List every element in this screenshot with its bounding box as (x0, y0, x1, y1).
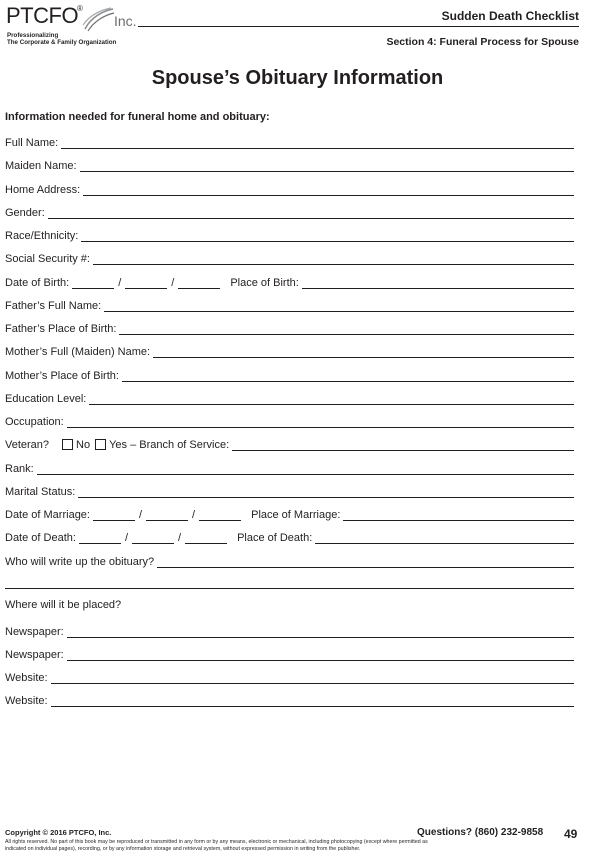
place-marriage-label: Place of Marriage: (251, 509, 341, 521)
ssn-field[interactable] (93, 251, 574, 265)
gender-field[interactable] (48, 205, 574, 219)
marriage-year-field[interactable] (199, 507, 241, 521)
maiden-name-label: Maiden Name: (5, 160, 77, 172)
obit-writer-field[interactable] (157, 554, 574, 568)
maiden-name-field[interactable] (80, 158, 574, 172)
father-name-label: Father’s Full Name: (5, 300, 102, 312)
marital-row (5, 482, 574, 498)
website-row-2 (5, 691, 574, 707)
full-name-label: Full Name: (5, 137, 59, 149)
full-name-row (5, 133, 574, 149)
marital-label: Marital Status: (5, 486, 76, 498)
veteran-no-checkbox[interactable] (62, 439, 73, 450)
death-slash: / (178, 532, 182, 544)
website-field-1[interactable] (51, 670, 574, 684)
veteran-no-label: No (76, 439, 91, 451)
place-of-birth-field[interactable] (302, 275, 574, 289)
ssn-label: Social Security #: (5, 253, 90, 265)
dob-slash: / (171, 277, 175, 289)
questions-phone: Questions? (860) 232-9858 (417, 827, 544, 838)
marital-field[interactable] (78, 484, 574, 498)
occupation-field[interactable] (67, 414, 574, 428)
gender-row (5, 203, 574, 219)
intro-heading: Information needed for funeral home and obituary: (5, 111, 270, 123)
mother-place-field[interactable] (122, 368, 574, 382)
newspaper-row-2 (5, 645, 574, 661)
education-label: Education Level: (5, 393, 87, 405)
rank-label: Rank: (5, 463, 34, 475)
newspaper-row-1 (5, 622, 574, 638)
rank-row (5, 459, 574, 475)
date-marriage-label: Date of Marriage: (5, 509, 90, 521)
newspaper-field-1[interactable] (67, 624, 574, 638)
father-place-label: Father’s Place of Birth: (5, 323, 117, 335)
logo-tagline-line-1: Professionalizing (7, 32, 59, 39)
section-title: Section 4: Funeral Process for Spouse (386, 36, 579, 48)
veteran-label: Veteran? (5, 439, 50, 451)
mother-name-row (5, 342, 574, 358)
veteran-yes-label: Yes – Branch of Service: (109, 439, 230, 451)
dob-year-field[interactable] (178, 275, 220, 289)
full-name-field[interactable] (61, 135, 574, 149)
father-place-field[interactable] (119, 321, 574, 335)
dob-day-field[interactable] (125, 275, 167, 289)
newspaper-field-2[interactable] (67, 647, 574, 661)
home-address-label: Home Address: (5, 184, 81, 196)
footer-legal-block (5, 828, 445, 853)
website-field-2[interactable] (51, 693, 574, 707)
copyright-text: Copyright © 2016 PTCFO, Inc. (5, 828, 112, 837)
logo-tagline-line-2: The Corporate & Family Organization (7, 39, 117, 46)
race-row (5, 226, 574, 242)
death-month-field[interactable] (79, 530, 121, 544)
website-row-1 (5, 668, 574, 684)
race-field[interactable] (81, 228, 574, 242)
death-year-field[interactable] (185, 530, 227, 544)
veteran-yes-checkbox[interactable] (95, 439, 106, 450)
placement-heading: Where will it be placed? (5, 599, 122, 611)
marriage-month-field[interactable] (93, 507, 135, 521)
newspaper-label: Newspaper: (5, 649, 64, 661)
home-address-row (5, 180, 574, 196)
mother-place-row (5, 366, 574, 382)
mother-name-field[interactable] (153, 344, 574, 358)
veteran-no-option[interactable] (62, 439, 90, 451)
logo-registered-mark: ® (77, 4, 83, 13)
place-death-field[interactable] (315, 530, 574, 544)
website-label: Website: (5, 672, 48, 684)
marriage-slash: / (192, 509, 196, 521)
education-row (5, 389, 574, 405)
place-of-birth-label: Place of Birth: (230, 277, 299, 289)
veteran-row (5, 435, 574, 451)
maiden-name-row (5, 156, 574, 172)
gender-label: Gender: (5, 207, 45, 219)
branch-of-service-field[interactable] (232, 437, 574, 451)
dob-month-field[interactable] (72, 275, 114, 289)
page-number: 49 (564, 827, 578, 841)
father-name-row (5, 296, 574, 312)
occupation-label: Occupation: (5, 416, 64, 428)
rank-field[interactable] (37, 461, 574, 475)
marriage-day-field[interactable] (146, 507, 188, 521)
dob-slash: / (118, 277, 122, 289)
death-day-field[interactable] (132, 530, 174, 544)
page-title: Spouse’s Obituary Information (151, 67, 444, 89)
place-death-label: Place of Death: (237, 532, 313, 544)
father-name-field[interactable] (104, 298, 574, 312)
obit-writer-continuation-line[interactable] (5, 588, 574, 589)
obit-writer-label: Who will write up the obituary? (5, 556, 155, 568)
obit-writer-row (5, 552, 574, 568)
ptcfo-logo (6, 4, 146, 48)
logo-swirl-icon (81, 7, 115, 33)
logo-wordmark: PTCFO (6, 3, 79, 28)
occupation-row (5, 412, 574, 428)
mother-place-label: Mother’s Place of Birth: (5, 370, 119, 382)
website-label: Website: (5, 695, 48, 707)
death-row (5, 528, 574, 544)
logo-inc: Inc. (114, 13, 137, 29)
veteran-yes-option[interactable] (95, 439, 232, 451)
race-label: Race/Ethnicity: (5, 230, 79, 242)
date-death-label: Date of Death: (5, 532, 76, 544)
legal-notice: All rights reserved. No part of this book may be reproduced or transmitted in any form or by any means, electronic or mechanical, including photocopying (except where permitted as indicated on individual pages), recording, or by any information storage and retrieval system, without expressed permission in writing from the publisher. (5, 839, 428, 852)
marriage-row (5, 505, 574, 521)
home-address-field[interactable] (83, 182, 574, 196)
ssn-row (5, 249, 574, 265)
birth-row (5, 273, 574, 289)
place-marriage-field[interactable] (343, 507, 574, 521)
father-place-row (5, 319, 574, 335)
document-title: Sudden Death Checklist (441, 9, 579, 23)
marriage-slash: / (138, 509, 143, 521)
dob-label: Date of Birth: (5, 277, 70, 289)
newspaper-label: Newspaper: (5, 626, 64, 638)
education-field[interactable] (89, 391, 574, 405)
mother-name-label: Mother’s Full (Maiden) Name: (5, 346, 151, 358)
death-slash: / (124, 532, 128, 544)
header-divider (138, 26, 579, 27)
logo-tagline (7, 32, 116, 46)
